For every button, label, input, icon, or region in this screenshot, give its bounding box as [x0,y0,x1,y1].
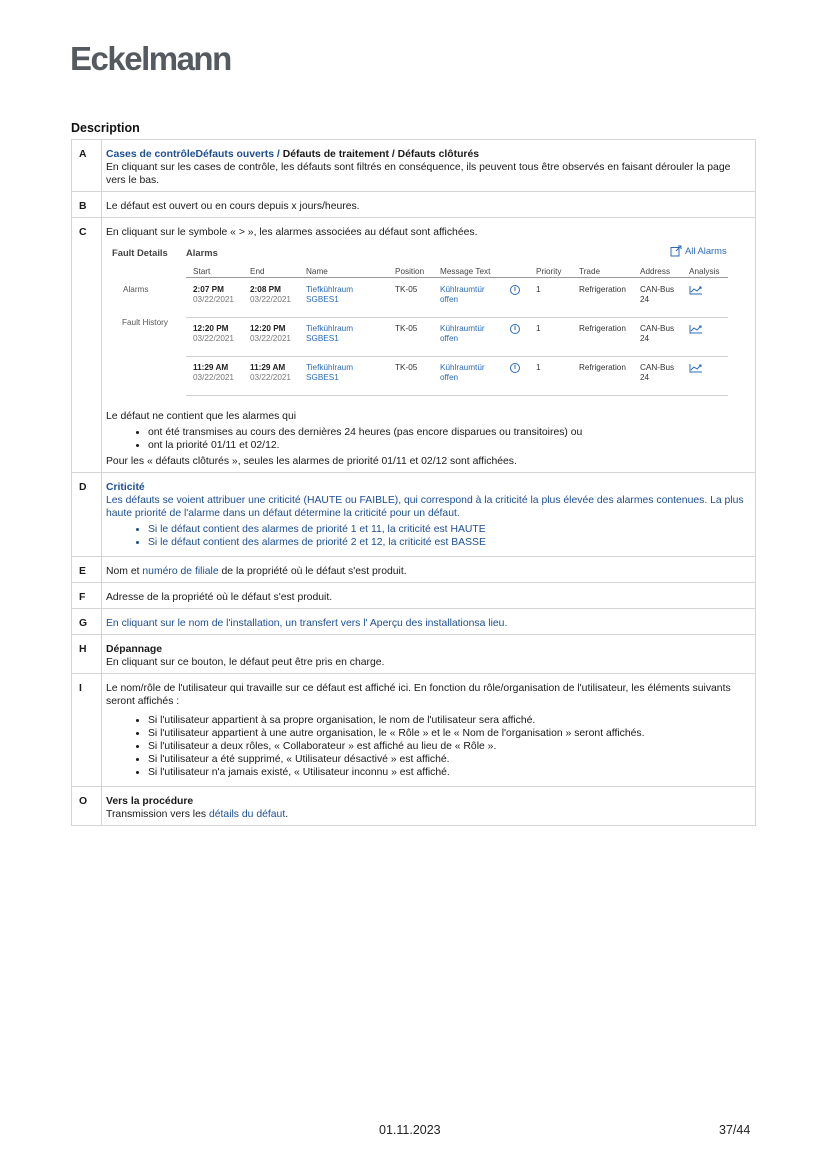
row-content [102,218,756,473]
description-table [71,139,756,826]
col-message: Message Text [440,267,491,276]
list-item: • ont été transmises au cours des dernières 24 heures (pas encore disparues ou transitoires) ou [148,426,749,439]
row-content [102,609,756,635]
table-row [72,635,756,674]
col-end: End [250,267,265,276]
table-row [72,140,756,192]
bullet-list [126,714,749,779]
footer-date: 01.11.2023 [379,1123,441,1137]
row-letter: H [72,635,102,674]
list-item: • Si le défaut contient des alarmes de priorité 1 et 11, la criticité est HAUTE [148,523,749,536]
row-content [102,192,756,218]
all-alarms-label: All Alarms [685,245,727,256]
row-text: Pour les « défauts clôturés », seules les alarmes de priorité 01/11 et 02/12 sont affichées. [106,456,517,467]
row-text: Le nom/rôle de l'utilisateur qui travaille sur ce défaut est affiché ici. En fonction du rôle/organisation de l'utilisateur, les éléments suivants seront affichés : [106,683,731,707]
bullet-list [126,523,749,549]
tab-fault-details[interactable]: Fault Details [112,247,168,258]
alarms-header [186,265,728,278]
page-number: 37/44 [719,1123,751,1137]
all-alarms-link[interactable] [670,244,727,257]
table-row [72,473,756,557]
col-position: Position [395,267,425,276]
table-row [72,674,756,787]
row-letter: O [72,787,102,826]
row-text: Adresse de la propriété où le défaut s'est produit. [106,592,333,603]
side-nav-alarms[interactable]: Alarms [123,285,149,294]
row-content [102,787,756,826]
row-text: Transmission vers les détails du défaut. [106,809,289,820]
bullet-list [126,426,749,452]
table-row [72,787,756,826]
table-row [72,218,756,473]
list-item: • Si l'utilisateur appartient à sa propre organisation, le nom de l'utilisateur sera affiché. [148,714,749,727]
row-content [102,635,756,674]
external-link-icon [670,245,682,257]
row-text: En cliquant sur le nom de l'installation, un transfert vers l' Aperçu des installationsa lieu. [106,618,508,629]
row-text: Le défaut est ouvert ou en cours depuis x jours/heures. [106,201,360,212]
section-title: Description [71,121,140,135]
row-letter: C [72,218,102,473]
alarm-name-link[interactable]: Tiefkühlraum SGBES1 [306,363,354,382]
info-icon[interactable]: i [510,324,520,334]
row-text: Le défaut ne contient que les alarmes qui [106,411,297,422]
col-analysis: Analysis [689,267,720,276]
row-letter: I [72,674,102,787]
list-item: • Si l'utilisateur appartient à une autre organisation, le « Rôle » et le « Nom de l'organisation » seront affichés. [148,727,749,740]
row-text: En cliquant sur le symbole « > », les alarmes associées au défaut sont affichées. [106,227,478,238]
alarm-row[interactable]: 2:07 PM 03/22/2021 2:08 PM 03/22/2021 Tiefkühlraum SGBES1 TK-05 Kühlraumtür offen i 1 Refrigeration CAN-Bus 24 [186,279,728,318]
row-content [102,583,756,609]
row-letter: G [72,609,102,635]
list-item: • Si l'utilisateur n'a jamais existé, « Utilisateur inconnu » est affiché. [148,766,749,779]
table-row [72,609,756,635]
col-start: Start [193,267,211,276]
alarm-name-link[interactable]: Tiefkühlraum SGBES1 [306,285,354,304]
message-link[interactable]: Kühlraumtür offen [440,285,485,304]
row-text: En cliquant sur ce bouton, le défaut peut être pris en charge. [106,657,385,668]
message-link[interactable]: Kühlraumtür offen [440,363,485,382]
row-title: Vers la procédure [106,796,194,807]
alarm-row[interactable]: 11:29 AM 03/22/2021 11:29 AM 03/22/2021 Tiefkühlraum SGBES1 TK-05 Kühlraumtür offen i 1 Refrigeration CAN-Bus 24 [186,357,728,396]
row-letter: A [72,140,102,192]
info-icon[interactable]: i [510,363,520,373]
row-text: Les défauts se voient attribuer une criticité (HAUTE ou FAIBLE), qui correspond à la criticité la plus élevée des alarmes contenues. La plus haute priorité de l'alarme dans un défaut détermine la criticité pour un défaut. [106,495,744,519]
info-icon[interactable]: i [510,285,520,295]
col-trade: Trade [579,267,601,276]
row-title: Criticité [106,482,145,493]
row-letter: F [72,583,102,609]
row-text: Nom et numéro de filiale de la propriété où le défaut s'est produit. [106,566,407,577]
alarms-widget [108,244,730,404]
row-letter: B [72,192,102,218]
col-address: Address [640,267,671,276]
analysis-chart-icon[interactable] [689,363,703,373]
table-row [72,583,756,609]
list-item: • ont la priorité 01/11 et 02/12. [148,439,749,452]
row-text: En cliquant sur les cases de contrôle, les défauts sont filtrés en conséquence, ils peuvent tous être observés en faisant dérouler la page vers le bas. [106,162,731,186]
row-content [102,473,756,557]
col-name: Name [306,267,328,276]
row-letter: E [72,557,102,583]
branch-number-link[interactable]: numéro de filiale [142,566,219,577]
row-title: Cases de contrôleDéfauts ouverts / Défauts de traitement / Défauts clôturés [106,149,480,160]
alarm-name-link[interactable]: Tiefkühlraum SGBES1 [306,324,354,343]
row-content [102,674,756,787]
alarm-row[interactable]: 12:20 PM 03/22/2021 12:20 PM 03/22/2021 Tiefkühlraum SGBES1 TK-05 Kühlraumtür offen i 1 Refrigeration CAN-Bus 24 [186,318,728,357]
tab-alarms[interactable]: Alarms [186,247,218,258]
fault-details-link[interactable]: détails du défaut [208,809,286,820]
row-title: Dépannage [106,644,163,655]
message-link[interactable]: Kühlraumtür offen [440,324,485,343]
table-row [72,192,756,218]
row-content [102,557,756,583]
row-content [102,140,756,192]
side-nav-fault-history[interactable]: Fault History [122,318,168,327]
analysis-chart-icon[interactable] [689,285,703,295]
table-row [72,557,756,583]
list-item: • Si le défaut contient des alarmes de priorité 2 et 12, la criticité est BASSE [148,536,749,549]
row-letter: D [72,473,102,557]
col-priority: Priority [536,267,562,276]
company-logo: Eckelmann [70,40,231,77]
list-item: • Si l'utilisateur a deux rôles, « Collaborateur » est affiché au lieu de « Rôle ». [148,740,749,753]
analysis-chart-icon[interactable] [689,324,703,334]
list-item: • Si l'utilisateur a été supprimé, « Utilisateur désactivé » est affiché. [148,753,749,766]
